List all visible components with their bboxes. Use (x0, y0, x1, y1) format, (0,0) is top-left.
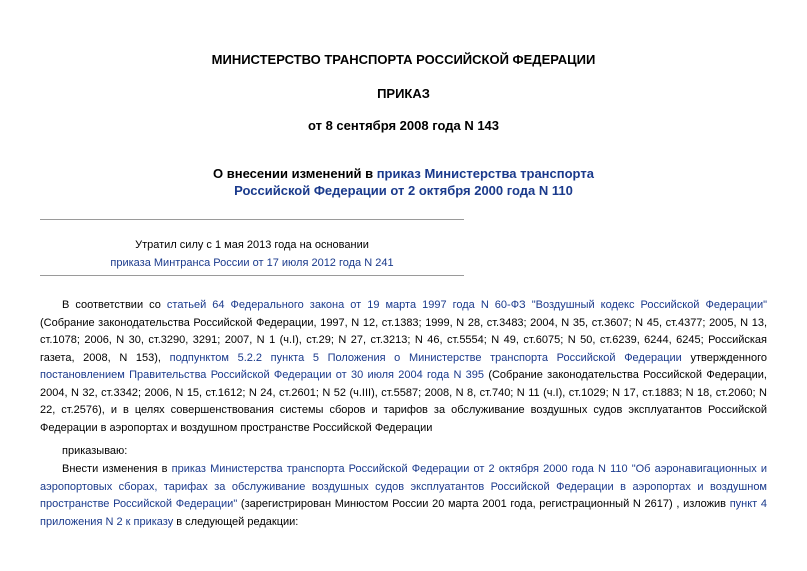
divider-bottom (40, 275, 464, 276)
link-order-110[interactable]: приказ Министерства транспорта Российской Федерации от 2 октября 2000 года N 110 "Об аэронавигационных и аэропортовых сборах, тарифах за обслуживание воздушных судов эксплуатантов Российской Федерации в аэропортах и воздушном пространстве Российской Федерации" (40, 463, 767, 510)
subject-link-order-110[interactable]: приказ Министерства транспорта (376, 166, 594, 181)
doc-date-number: от 8 сентября 2008 года N 143 (307, 118, 500, 133)
status-note (40, 236, 464, 272)
preamble-paragraph (40, 297, 767, 437)
order-word: приказываю: (62, 445, 128, 457)
link-air-code-art64[interactable]: статьей 64 Федерального закона от 19 марта 1997 года N 60-ФЗ "Воздушный кодекс Российской Федерации" (166, 299, 767, 311)
amendment-text-4: в следующей редакции: (173, 515, 299, 528)
doc-subject (0, 165, 807, 199)
subject-prefix: О внесении изменений в (213, 166, 377, 181)
link-point-4-annex-2[interactable]: пункт 4 приложения N 2 к приказу (40, 498, 767, 528)
amendment-text-3: , изложив (672, 498, 730, 510)
preamble-text-1: В соответствии со (62, 299, 167, 311)
amendment-text-1: Внести изменения в (62, 463, 172, 475)
preamble-text-3: утвержденного (681, 351, 767, 364)
divider-top (40, 219, 464, 220)
ministry-title: МИНИСТЕРСТВО ТРАНСПОРТА РОССИЙСКОЙ ФЕДЕРАЦИИ (211, 52, 596, 67)
doc-type-title: ПРИКАЗ (377, 86, 430, 101)
preamble-text-4: (Собрание законодательства Российской Федерации, 2004, N 32, ст.3342; 2006, N 15, ст.1612; N 24, ст.2601; N 52 (ч.III), ст.5587; 2008, N 8, ст.740; N 11 (ч.I), ст.1029; N 17, ст.1883; N 18, ст.2060; N 22, ст.2576), и в целях совершенствования системы сборов и тарифов за обслуживание воздушных судов эксплуатантов Российской Федерации в аэропортах и воздушном пространстве Российской Федерации (40, 369, 767, 434)
link-government-resolution-395[interactable]: постановлением Правительства Российской Федерации от 30 июля 2004 года N 395 (40, 369, 485, 381)
amendment-paragraph (40, 461, 767, 531)
subject-link-order-110-cont[interactable]: Российской Федерации от 2 октября 2000 года N 110 (234, 183, 573, 198)
preamble-text-2: (Собрание законодательства Российской Федерации, 1997, N 12, ст.1383; 1999, N 28, ст.3483; 2004, N 35, ст.3607; N 45, ст.4377; 2005, N 13, ст.1078; 2006, N 30, ст.3290, 3291; 2007, N 1 (ч.I), ст.29; N 27, ст.3213; N 46, ст.5554; N 49, ст.6075; N 50, ст.6239, 6244, 6245; Российская газета, 2008, N 153), (40, 316, 767, 364)
amendment-text-2: (зарегистрирован Минюстом России 20 марта 2001 года, регистрационный N 2617) (237, 498, 673, 510)
status-note-text: Утратил силу с 1 мая 2013 года на основании (135, 239, 369, 251)
status-note-link[interactable]: приказа Минтранса России от 17 июля 2012 года N 241 (110, 257, 394, 269)
link-ministry-regulation[interactable]: подпунктом 5.2.2 пункта 5 Положения о Министерстве транспорта Российской Федерации (169, 351, 682, 364)
